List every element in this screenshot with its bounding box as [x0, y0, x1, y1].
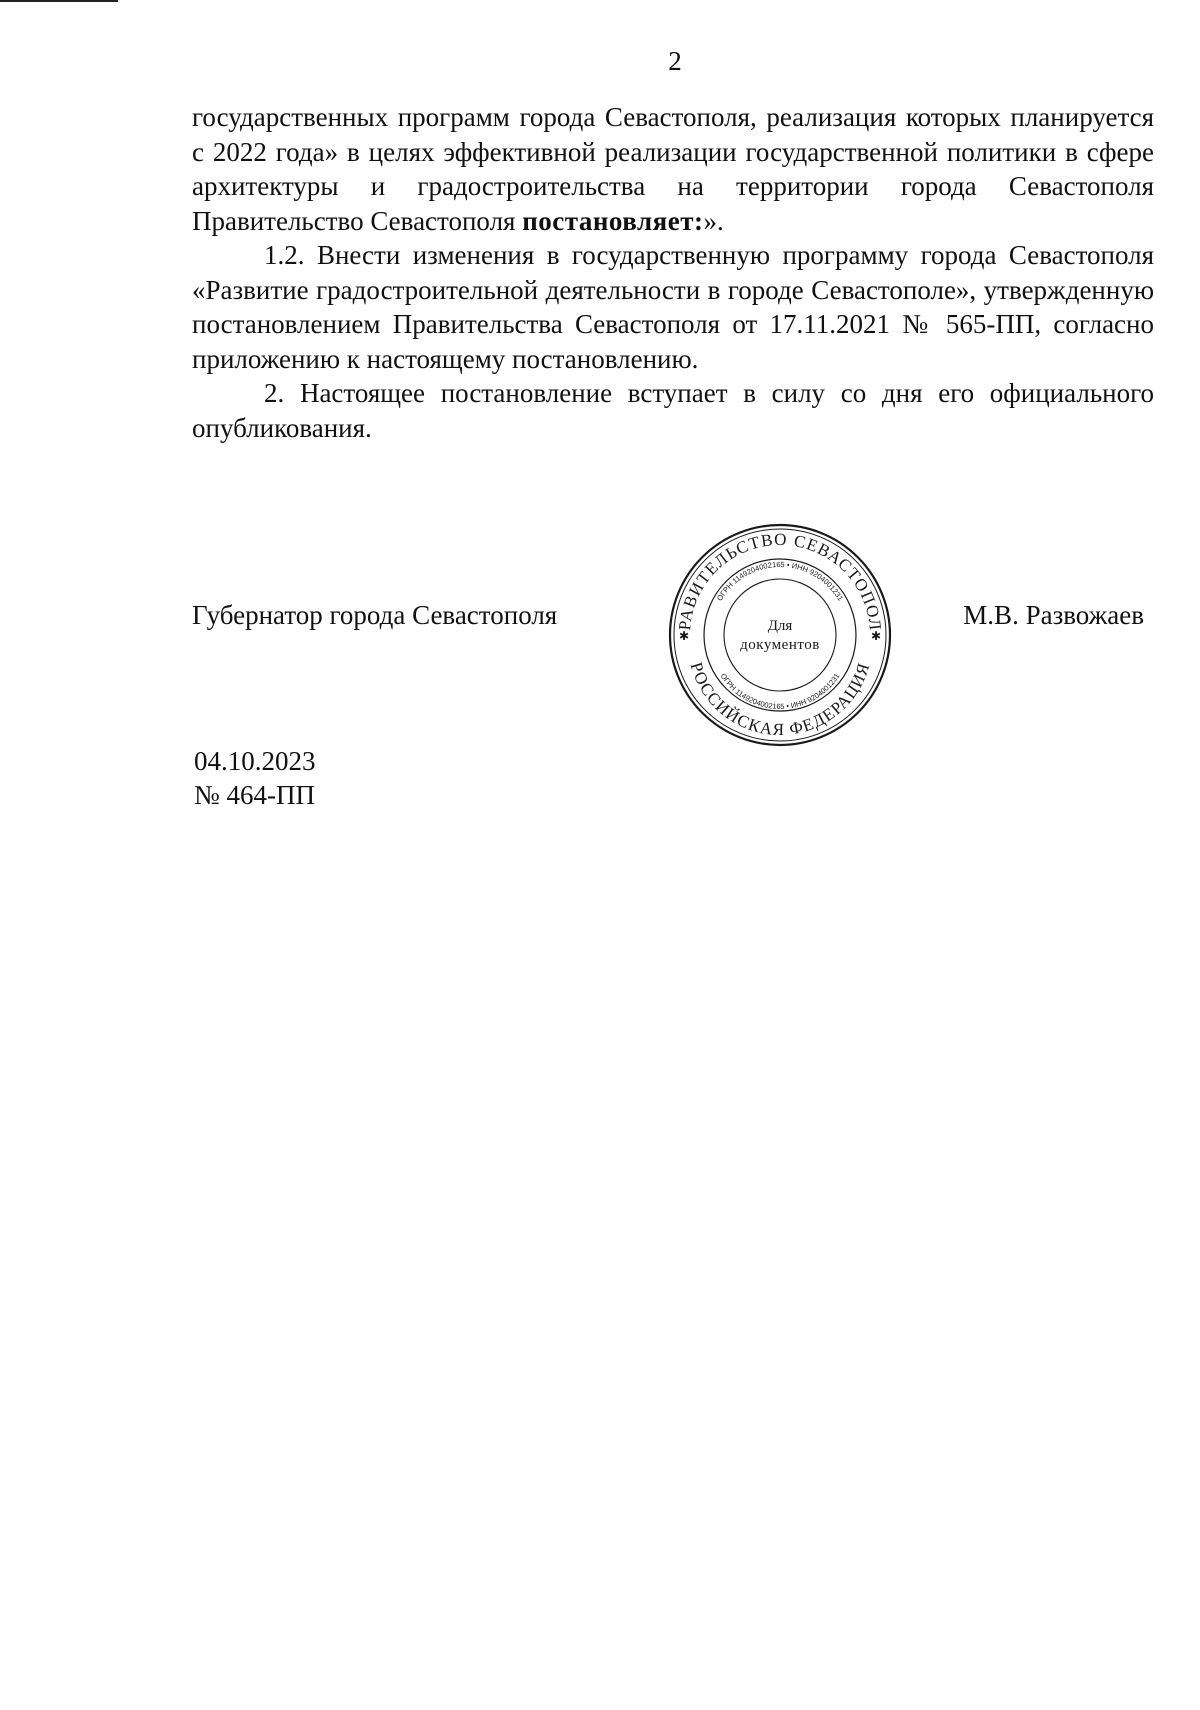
seal-outer-top-text: РАВИТЕЛЬСТВО СЕВАСТОПОЛ [675, 529, 886, 633]
paragraph-1-bold: постановляет: [522, 205, 704, 236]
seal-star-left-icon: ✱ [678, 629, 690, 643]
document-date: 04.10.2023 [194, 746, 316, 776]
document-meta [194, 744, 316, 812]
scan-edge-line [0, 0, 118, 2]
paragraph-3: 2. Настоящее постановление вступает в силу со дня его официального опубликования. [192, 378, 1154, 443]
seal-icon [660, 515, 900, 755]
signatory-name: М.В. Развожаев [963, 600, 1144, 630]
svg-text:ОГРН 1149204002165 • ИНН 92040 [715, 560, 845, 602]
paragraph-1 [192, 100, 1154, 238]
svg-text:РОССИЙСКАЯ ФЕДЕРАЦИЯ [687, 660, 874, 739]
seal-outer-bottom-text: РОССИЙСКАЯ ФЕДЕРАЦИЯ [686, 659, 874, 740]
seal-inner-top-text: ОГРН 1149204002165 • ИНН 9204001231 [714, 559, 846, 603]
page-number: 2 [668, 46, 682, 76]
paragraph-1-end: ». [703, 205, 724, 236]
official-seal [660, 515, 900, 755]
seal-center-line2: документов [740, 637, 820, 653]
seal-center-line1: Для [767, 618, 793, 634]
paragraph-2: 1.2. Внести изменения в государственную программу города Севастополя «Развитие градостроительной деятельности в городе Севастополе», утвержденную постановлением Правительства Севастополя от 17.11.2021 № 565-ПП, согласно приложению к настоящему постановлению. [192, 240, 1154, 374]
seal-inner-bottom-text: ОГРН 1149204002165 • ИНН 9204001231 [718, 671, 842, 712]
signatory-title: Губернатор города Севастополя [192, 600, 558, 630]
seal-star-right-icon: ✱ [870, 629, 882, 643]
document-body [192, 100, 1154, 445]
paragraph-1-text: государственных программ города Севастополя, реализация которых планируется с 2022 года» в целях эффективной реализации государственной политики в сфере архитектуры и градостроительства на территории города Севастополя Правительство Севастополя [192, 102, 1154, 236]
document-number: № 464-ПП [194, 780, 315, 810]
